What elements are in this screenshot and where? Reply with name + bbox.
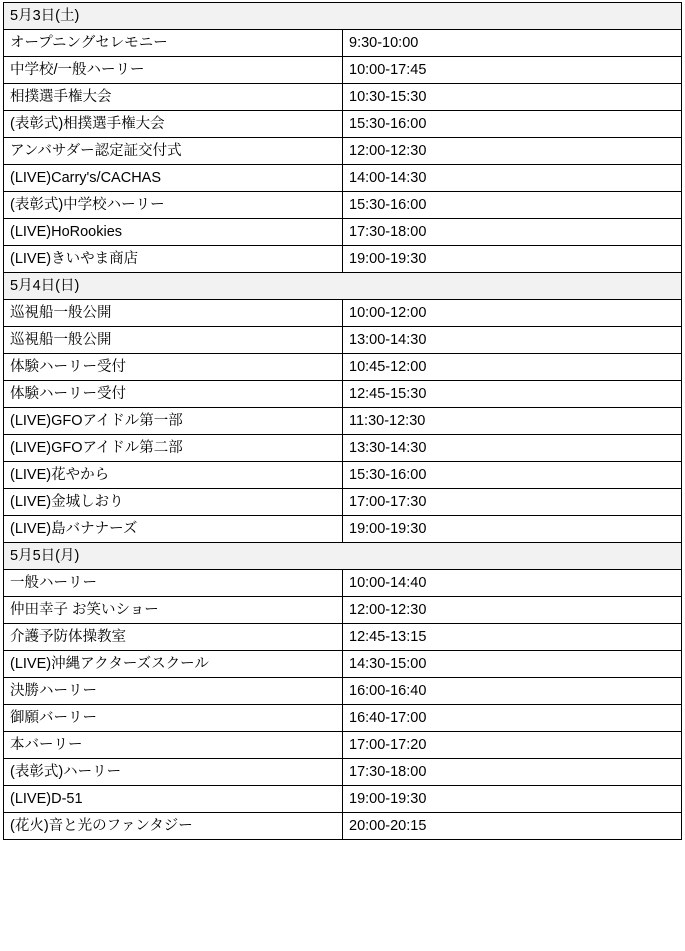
day-header-row [4,543,682,570]
event-name: (LIVE)GFOアイドル第一部 [4,408,343,435]
event-time: 13:00-14:30 [343,327,682,354]
day-label: 5月4日(日) [4,273,682,300]
table-row [4,489,682,516]
table-row [4,165,682,192]
table-row [4,624,682,651]
event-time: 12:00-12:30 [343,597,682,624]
event-schedule-table [3,2,682,840]
event-name: 本バーリー [4,732,343,759]
table-row [4,192,682,219]
event-name: 仲田幸子 お笑いショー [4,597,343,624]
event-time: 9:30-10:00 [343,30,682,57]
event-name: 中学校/一般ハーリー [4,57,343,84]
table-row [4,462,682,489]
table-row [4,759,682,786]
event-time: 10:45-12:00 [343,354,682,381]
event-time: 17:30-18:00 [343,759,682,786]
table-row [4,354,682,381]
event-name: (表彰式)中学校ハーリー [4,192,343,219]
table-row [4,516,682,543]
event-name: 体験ハーリー受付 [4,381,343,408]
table-row [4,813,682,840]
event-time: 15:30-16:00 [343,192,682,219]
day-label: 5月5日(月) [4,543,682,570]
event-name: (花火)音と光のファンタジー [4,813,343,840]
event-time: 10:00-17:45 [343,57,682,84]
table-row [4,678,682,705]
table-row [4,597,682,624]
event-name: (表彰式)相撲選手権大会 [4,111,343,138]
event-time: 16:00-16:40 [343,678,682,705]
event-time: 11:30-12:30 [343,408,682,435]
table-row [4,57,682,84]
event-name: (LIVE)きいやま商店 [4,246,343,273]
table-row [4,138,682,165]
event-name: 御願バーリー [4,705,343,732]
table-row [4,84,682,111]
event-name: アンバサダー認定証交付式 [4,138,343,165]
event-name: オープニングセレモニー [4,30,343,57]
table-row [4,327,682,354]
table-row [4,435,682,462]
day-label: 5月3日(土) [4,3,682,30]
schedule-body [4,3,682,840]
event-time: 12:45-13:15 [343,624,682,651]
table-row [4,408,682,435]
event-name: 一般ハーリー [4,570,343,597]
event-time: 14:30-15:00 [343,651,682,678]
event-name: (LIVE)Carry's/CACHAS [4,165,343,192]
event-name: (LIVE)D-51 [4,786,343,813]
event-name: (LIVE)島バナナーズ [4,516,343,543]
event-time: 19:00-19:30 [343,786,682,813]
event-name: (表彰式)ハーリー [4,759,343,786]
table-row [4,111,682,138]
table-row [4,30,682,57]
table-row [4,705,682,732]
event-name: 相撲選手権大会 [4,84,343,111]
table-row [4,732,682,759]
event-time: 15:30-16:00 [343,111,682,138]
event-time: 16:40-17:00 [343,705,682,732]
event-time: 19:00-19:30 [343,246,682,273]
event-time: 10:00-12:00 [343,300,682,327]
table-row [4,381,682,408]
table-row [4,246,682,273]
day-header-row [4,3,682,30]
table-row [4,300,682,327]
event-name: (LIVE)金城しおり [4,489,343,516]
event-time: 19:00-19:30 [343,516,682,543]
table-row [4,651,682,678]
event-time: 10:30-15:30 [343,84,682,111]
event-time: 15:30-16:00 [343,462,682,489]
table-row [4,219,682,246]
event-name: (LIVE)沖縄アクターズスクール [4,651,343,678]
event-time: 12:00-12:30 [343,138,682,165]
event-time: 13:30-14:30 [343,435,682,462]
event-time: 17:00-17:30 [343,489,682,516]
event-time: 14:00-14:30 [343,165,682,192]
event-name: 巡視船一般公開 [4,300,343,327]
event-name: 決勝ハーリー [4,678,343,705]
table-row [4,786,682,813]
event-time: 17:00-17:20 [343,732,682,759]
event-name: (LIVE)花やから [4,462,343,489]
event-time: 17:30-18:00 [343,219,682,246]
event-name: (LIVE)HoRookies [4,219,343,246]
event-time: 20:00-20:15 [343,813,682,840]
event-name: 介護予防体操教室 [4,624,343,651]
day-header-row [4,273,682,300]
event-time: 12:45-15:30 [343,381,682,408]
event-name: 巡視船一般公開 [4,327,343,354]
event-time: 10:00-14:40 [343,570,682,597]
table-row [4,570,682,597]
event-name: 体験ハーリー受付 [4,354,343,381]
event-name: (LIVE)GFOアイドル第二部 [4,435,343,462]
